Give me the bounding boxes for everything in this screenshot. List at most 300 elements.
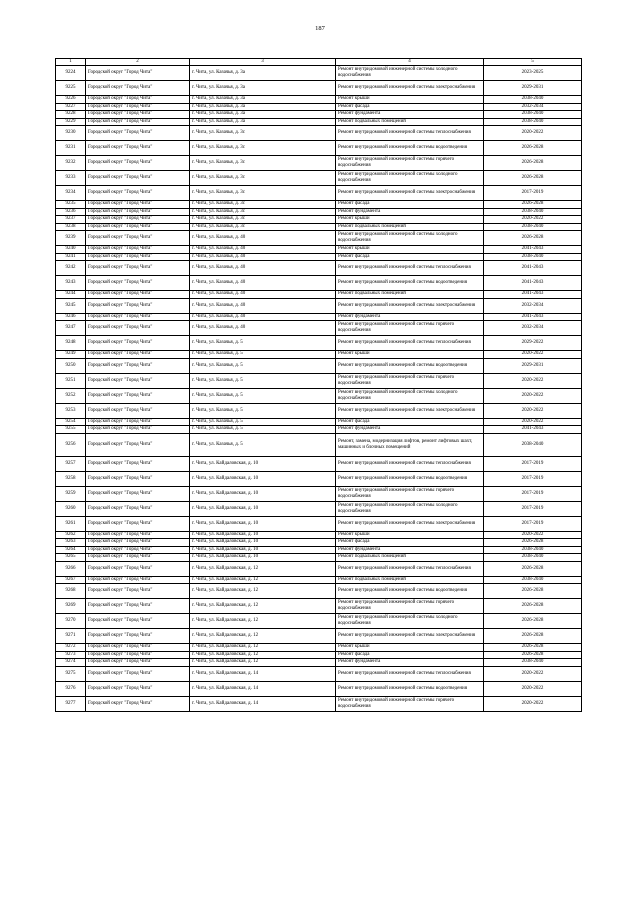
municipality-cell: Городской округ "Город Чита" [86,81,190,96]
work-type-cell: Ремонт, замена, модернизация лифтов, ремонт лифтовых шахт, машинных и блочных помещений [336,433,484,456]
address-cell: г. Чита, ул. Кайдаловская, д. 14 [190,696,336,711]
period-cell: 2026-2028 [484,651,582,659]
address-cell: г. Чита, ул. Кайдаловская, д. 14 [190,681,336,696]
row-number-cell: 9242 [56,261,86,276]
period-cell: 2023-2025 [484,66,582,81]
row-number-cell: 9246 [56,313,86,321]
row-number-cell: 9231 [56,141,86,156]
period-cell: 2017-2019 [484,486,582,501]
municipality-cell: Городской округ "Город Чита" [86,313,190,321]
period-cell: 2032-2034 [484,321,582,336]
period-cell: 2038-2040 [484,659,582,667]
address-cell: г. Чита, ул. Кайдаловская, д. 12 [190,614,336,629]
period-cell: 2038-2040 [484,253,582,261]
address-cell: г. Чита, ул. Кайдаловская, д. 12 [190,584,336,599]
municipality-cell: Городской округ "Город Чита" [86,201,190,209]
municipality-cell: Городской округ "Город Чита" [86,118,190,126]
municipality-cell: Городской округ "Город Чита" [86,231,190,246]
table-row [56,231,582,246]
address-cell: г. Чита, ул. Кайдаловская, д. 12 [190,561,336,576]
period-cell: 2020-2022 [484,351,582,359]
row-number-cell: 9249 [56,351,86,359]
period-cell: 2017-2019 [484,516,582,531]
row-number-cell: 9273 [56,651,86,659]
period-cell: 2038-2040 [484,546,582,554]
period-cell: 2020-2022 [484,126,582,141]
work-type-cell: Ремонт внутридомовой инженерной системы горячего водоснабжения [336,486,484,501]
municipality-cell: Городской округ "Город Чита" [86,599,190,614]
work-type-cell: Ремонт фасада [336,539,484,547]
address-cell: г. Чита, ул. Кайдаловская, д. 10 [190,539,336,547]
municipality-cell: Городской округ "Город Чита" [86,644,190,652]
row-number-cell: 9272 [56,644,86,652]
row-number-cell: 9230 [56,126,86,141]
period-cell: 2026-2028 [484,141,582,156]
work-type-cell: Ремонт внутридомовой инженерной системы холодного водоснабжения [336,614,484,629]
address-cell: г. Чита, ул. Казачья, д. 3а [190,66,336,81]
row-number-cell: 9238 [56,223,86,231]
row-number-cell: 9261 [56,516,86,531]
address-cell: г. Чита, ул. Кайдаловская, д. 12 [190,644,336,652]
work-type-cell: Ремонт фундамента [336,659,484,667]
row-number-cell: 9269 [56,599,86,614]
address-cell: г. Чита, ул. Кайдаловская, д. 12 [190,576,336,584]
row-number-cell: 9251 [56,373,86,388]
table-row [56,456,582,471]
address-cell: г. Чита, ул. Кайдаловская, д. 12 [190,659,336,667]
row-number-cell: 9236 [56,208,86,216]
period-cell: 2038-2040 [484,111,582,119]
municipality-cell: Городской округ "Город Чита" [86,486,190,501]
municipality-cell: Городской округ "Город Чита" [86,546,190,554]
row-number-cell: 9255 [56,426,86,434]
work-type-cell: Ремонт фасада [336,651,484,659]
work-type-cell: Ремонт крыши [336,246,484,254]
municipality-cell: Городской округ "Город Чита" [86,351,190,359]
municipality-cell: Городской округ "Город Чита" [86,66,190,81]
address-cell: г. Чита, ул. Казачья, д. 3а [190,81,336,96]
period-cell: 2041-2043 [484,291,582,299]
table-row [56,696,582,711]
row-number-cell: 9256 [56,433,86,456]
page-number: 187 [315,25,325,32]
work-type-cell: Ремонт внутридомовой инженерной системы водоотведения [336,681,484,696]
period-cell: 2026-2028 [484,231,582,246]
work-type-cell: Ремонт внутридомовой инженерной системы водоотведения [336,276,484,291]
row-number-cell: 9227 [56,103,86,111]
work-type-cell: Ремонт внутридомовой инженерной системы электроснабжения [336,629,484,644]
row-number-cell: 9252 [56,388,86,403]
work-type-cell: Ремонт внутридомовой инженерной системы электроснабжения [336,298,484,313]
municipality-cell: Городской округ "Город Чита" [86,554,190,562]
work-type-cell: Ремонт внутридомовой инженерной системы теплоснабжения [336,261,484,276]
row-number-cell: 9224 [56,66,86,81]
work-type-cell: Ремонт крыши [336,216,484,224]
table-row [56,171,582,186]
address-cell: г. Чита, ул. Казачья, д. 3с [190,208,336,216]
period-cell: 2026-2028 [484,644,582,652]
municipality-cell: Городской округ "Город Чита" [86,539,190,547]
table-row [56,644,582,652]
address-cell: г. Чита, ул. Казачья, д. 5 [190,426,336,434]
table-row [56,358,582,373]
work-type-cell: Ремонт подвальных помещений [336,576,484,584]
work-type-cell: Ремонт внутридомовой инженерной системы холодного водоснабжения [336,231,484,246]
period-cell: 2026-2028 [484,599,582,614]
period-cell: 2029-2031 [484,81,582,96]
table-row [56,486,582,501]
row-number-cell: 9274 [56,659,86,667]
work-type-cell: Ремонт внутридомовой инженерной системы теплоснабжения [336,126,484,141]
work-type-cell: Ремонт фундамента [336,313,484,321]
period-cell: 2017-2019 [484,471,582,486]
address-cell: г. Чита, ул. Кайдаловская, д. 10 [190,554,336,562]
work-type-cell: Ремонт внутридомовой инженерной системы электроснабжения [336,403,484,418]
period-cell: 2038-2040 [484,118,582,126]
row-number-cell: 9267 [56,576,86,584]
address-cell: г. Чита, ул. Казачья, д. 40 [190,291,336,299]
table-row [56,291,582,299]
row-number-cell: 9250 [56,358,86,373]
row-number-cell: 9259 [56,486,86,501]
address-cell: г. Чита, ул. Кайдаловская, д. 10 [190,501,336,516]
period-cell: 2020-2022 [484,403,582,418]
municipality-cell: Городской округ "Город Чита" [86,681,190,696]
table-row [56,666,582,681]
column-header: 3 [190,59,336,66]
table-row [56,186,582,201]
table-row [56,253,582,261]
row-number-cell: 9264 [56,546,86,554]
municipality-cell: Городской округ "Город Чита" [86,186,190,201]
address-cell: г. Чита, ул. Казачья, д. 40 [190,231,336,246]
work-type-cell: Ремонт внутридомовой инженерной системы холодного водоснабжения [336,501,484,516]
row-number-cell: 9258 [56,471,86,486]
row-number-cell: 9228 [56,111,86,119]
period-cell: 2032-2034 [484,103,582,111]
address-cell: г. Чита, ул. Казачья, д. 40 [190,246,336,254]
work-type-cell: Ремонт крыши [336,96,484,104]
address-cell: г. Чита, ул. Казачья, д. 40 [190,313,336,321]
row-number-cell: 9247 [56,321,86,336]
municipality-cell: Городской округ "Город Чита" [86,171,190,186]
period-cell: 2038-2040 [484,96,582,104]
work-type-cell: Ремонт внутридомовой инженерной системы горячего водоснабжения [336,373,484,388]
period-cell: 2020-2022 [484,373,582,388]
table-row [56,651,582,659]
work-type-cell: Ремонт внутридомовой инженерной системы водоотведения [336,141,484,156]
row-number-cell: 9225 [56,81,86,96]
municipality-cell: Городской округ "Город Чита" [86,696,190,711]
work-type-cell: Ремонт внутридомовой инженерной системы холодного водоснабжения [336,66,484,81]
period-cell: 2032-2034 [484,298,582,313]
work-type-cell: Ремонт подвальных помещений [336,554,484,562]
municipality-cell: Городской округ "Город Чита" [86,358,190,373]
municipality-cell: Городской округ "Город Чита" [86,208,190,216]
row-number-cell: 9265 [56,554,86,562]
table-row [56,681,582,696]
table-row [56,276,582,291]
municipality-cell: Городской округ "Город Чита" [86,156,190,171]
table-row [56,426,582,434]
address-cell: г. Чита, ул. Казачья, д. 3а [190,118,336,126]
period-cell: 2038-2040 [484,208,582,216]
period-cell: 2020-2022 [484,681,582,696]
work-type-cell: Ремонт фасада [336,253,484,261]
municipality-cell: Городской округ "Город Чита" [86,418,190,426]
address-cell: г. Чита, ул. Кайдаловская, д. 10 [190,546,336,554]
table-row [56,471,582,486]
work-type-cell: Ремонт подвальных помещений [336,223,484,231]
table-row [56,111,582,119]
work-type-cell: Ремонт фасада [336,103,484,111]
row-number-cell: 9270 [56,614,86,629]
period-cell: 2038-2040 [484,223,582,231]
table-body [56,66,582,712]
table-row [56,321,582,336]
table-row [56,576,582,584]
municipality-cell: Городской округ "Город Чита" [86,576,190,584]
address-cell: г. Чита, ул. Казачья, д. 5 [190,336,336,351]
address-cell: г. Чита, ул. Кайдаловская, д. 12 [190,651,336,659]
municipality-cell: Городской округ "Город Чита" [86,501,190,516]
column-header: 4 [336,59,484,66]
address-cell: г. Чита, ул. Казачья, д. 3а [190,96,336,104]
period-cell: 2029-2022 [484,336,582,351]
municipality-cell: Городской округ "Город Чита" [86,456,190,471]
row-number-cell: 9276 [56,681,86,696]
work-type-cell: Ремонт внутридомовой инженерной системы электроснабжения [336,186,484,201]
work-type-cell: Ремонт подвальных помещений [336,118,484,126]
work-type-cell: Ремонт фундамента [336,546,484,554]
table-row [56,501,582,516]
period-cell: 2026-2028 [484,614,582,629]
table-row [56,118,582,126]
municipality-cell: Городской округ "Город Чита" [86,666,190,681]
period-cell: 2041-2043 [484,276,582,291]
address-cell: г. Чита, ул. Кайдаловская, д. 12 [190,629,336,644]
period-cell: 2020-2022 [484,696,582,711]
period-cell: 2038-2040 [484,576,582,584]
work-type-cell: Ремонт подвальных помещений [336,291,484,299]
period-cell: 2029-2031 [484,358,582,373]
table-row [56,433,582,456]
municipality-cell: Городской округ "Город Чита" [86,629,190,644]
work-type-cell: Ремонт внутридомовой инженерной системы теплоснабжения [336,561,484,576]
period-cell: 2020-2022 [484,531,582,539]
period-cell: 2020-2022 [484,666,582,681]
period-cell: 2026-2028 [484,171,582,186]
period-cell: 2026-2028 [484,539,582,547]
table-row [56,313,582,321]
address-cell: г. Чита, ул. Кайдаловская, д. 14 [190,666,336,681]
row-number-cell: 9226 [56,96,86,104]
address-cell: г. Чита, ул. Казачья, д. 3с [190,156,336,171]
address-cell: г. Чита, ул. Казачья, д. 40 [190,321,336,336]
table-row [56,531,582,539]
row-number-cell: 9245 [56,298,86,313]
address-cell: г. Чита, ул. Казачья, д. 5 [190,403,336,418]
municipality-cell: Городской округ "Город Чита" [86,96,190,104]
table-row [56,156,582,171]
address-cell: г. Чита, ул. Кайдаловская, д. 12 [190,599,336,614]
row-number-cell: 9235 [56,201,86,209]
period-cell: 2020-2022 [484,418,582,426]
address-cell: г. Чита, ул. Кайдаловская, д. 10 [190,531,336,539]
municipality-cell: Городской округ "Город Чита" [86,388,190,403]
period-cell: 2041-2043 [484,261,582,276]
row-number-cell: 9240 [56,246,86,254]
address-cell: г. Чита, ул. Казачья, д. 40 [190,298,336,313]
address-cell: г. Чита, ул. Казачья, д. 5 [190,358,336,373]
work-type-cell: Ремонт фасада [336,418,484,426]
municipality-cell: Городской округ "Город Чита" [86,471,190,486]
row-number-cell: 9233 [56,171,86,186]
municipality-cell: Городской округ "Город Чита" [86,403,190,418]
municipality-cell: Городской округ "Город Чита" [86,561,190,576]
address-cell: г. Чита, ул. Кайдаловская, д. 10 [190,456,336,471]
row-number-cell: 9229 [56,118,86,126]
row-number-cell: 9237 [56,216,86,224]
row-number-cell: 9275 [56,666,86,681]
work-type-cell: Ремонт крыши [336,644,484,652]
work-type-cell: Ремонт внутридомовой инженерной системы горячего водоснабжения [336,321,484,336]
period-cell: 2026-2028 [484,156,582,171]
repair-schedule-table [55,58,582,712]
table-row [56,298,582,313]
municipality-cell: Городской округ "Город Чита" [86,373,190,388]
row-number-cell: 9232 [56,156,86,171]
table-row [56,208,582,216]
municipality-cell: Городской округ "Город Чита" [86,216,190,224]
table-row [56,96,582,104]
municipality-cell: Городской округ "Город Чита" [86,321,190,336]
table-row [56,351,582,359]
table-row [56,141,582,156]
table-row [56,599,582,614]
column-number-row [56,59,582,66]
period-cell: 2041-2043 [484,313,582,321]
address-cell: г. Чита, ул. Казачья, д. 3с [190,216,336,224]
table-row [56,629,582,644]
table-row [56,81,582,96]
address-cell: г. Чита, ул. Казачья, д. 3с [190,201,336,209]
work-type-cell: Ремонт внутридомовой инженерной системы холодного водоснабжения [336,388,484,403]
row-number-cell: 9248 [56,336,86,351]
row-number-cell: 9241 [56,253,86,261]
period-cell: 2026-2028 [484,584,582,599]
table-row [56,223,582,231]
row-number-cell: 9268 [56,584,86,599]
table-row [56,246,582,254]
address-cell: г. Чита, ул. Казачья, д. 5 [190,418,336,426]
period-cell: 2041-2043 [484,426,582,434]
period-cell: 2026-2028 [484,201,582,209]
municipality-cell: Городской округ "Город Чита" [86,531,190,539]
row-number-cell: 9262 [56,531,86,539]
row-number-cell: 9253 [56,403,86,418]
address-cell: г. Чита, ул. Казачья, д. 5 [190,351,336,359]
table-row [56,373,582,388]
work-type-cell: Ремонт внутридомовой инженерной системы горячего водоснабжения [336,599,484,614]
address-cell: г. Чита, ул. Кайдаловская, д. 10 [190,486,336,501]
work-type-cell: Ремонт внутридомовой инженерной системы горячего водоснабжения [336,696,484,711]
address-cell: г. Чита, ул. Казачья, д. 40 [190,253,336,261]
table-row [56,584,582,599]
row-number-cell: 9239 [56,231,86,246]
address-cell: г. Чита, ул. Казачья, д. 3с [190,171,336,186]
work-type-cell: Ремонт фундамента [336,426,484,434]
period-cell: 2020-2022 [484,388,582,403]
period-cell: 2020-2022 [484,216,582,224]
municipality-cell: Городской округ "Город Чита" [86,126,190,141]
table-row [56,561,582,576]
period-cell: 2041-2043 [484,246,582,254]
work-type-cell: Ремонт внутридомовой инженерной системы водоотведения [336,358,484,373]
municipality-cell: Городской округ "Город Чита" [86,253,190,261]
work-type-cell: Ремонт внутридомовой инженерной системы горячего водоснабжения [336,156,484,171]
address-cell: г. Чита, ул. Казачья, д. 3с [190,126,336,141]
work-type-cell: Ремонт внутридомовой инженерной системы электроснабжения [336,516,484,531]
work-type-cell: Ремонт внутридомовой инженерной системы теплоснабжения [336,336,484,351]
table-row [56,336,582,351]
work-type-cell: Ремонт фундамента [336,111,484,119]
address-cell: г. Чита, ул. Казачья, д. 5 [190,433,336,456]
municipality-cell: Городской округ "Город Чита" [86,103,190,111]
period-cell: 2026-2028 [484,629,582,644]
table-row [56,66,582,81]
address-cell: г. Чита, ул. Казачья, д. 3с [190,223,336,231]
row-number-cell: 9271 [56,629,86,644]
address-cell: г. Чита, ул. Казачья, д. 40 [190,276,336,291]
table-row [56,539,582,547]
column-header: 2 [86,59,190,66]
work-type-cell: Ремонт фасада [336,201,484,209]
period-cell: 2017-2019 [484,501,582,516]
address-cell: г. Чита, ул. Казачья, д. 3с [190,141,336,156]
work-type-cell: Ремонт внутридомовой инженерной системы водоотведения [336,471,484,486]
period-cell: 2038-2040 [484,554,582,562]
table-row [56,403,582,418]
work-type-cell: Ремонт внутридомовой инженерной системы холодного водоснабжения [336,171,484,186]
address-cell: г. Чита, ул. Казачья, д. 3а [190,103,336,111]
address-cell: г. Чита, ул. Казачья, д. 5 [190,373,336,388]
work-type-cell: Ремонт внутридомовой инженерной системы теплоснабжения [336,456,484,471]
municipality-cell: Городской округ "Город Чита" [86,614,190,629]
table-row [56,103,582,111]
table-row [56,614,582,629]
municipality-cell: Городской округ "Город Чита" [86,584,190,599]
table-row [56,216,582,224]
work-type-cell: Ремонт внутридомовой инженерной системы теплоснабжения [336,666,484,681]
row-number-cell: 9234 [56,186,86,201]
table-row [56,516,582,531]
work-type-cell: Ремонт крыши [336,531,484,539]
table-row [56,261,582,276]
municipality-cell: Городской округ "Город Чита" [86,336,190,351]
column-header: 1 [56,59,86,66]
municipality-cell: Городской округ "Город Чита" [86,651,190,659]
address-cell: г. Чита, ул. Казачья, д. 3а [190,111,336,119]
row-number-cell: 9254 [56,418,86,426]
address-cell: г. Чита, ул. Казачья, д. 3с [190,186,336,201]
municipality-cell: Городской округ "Город Чита" [86,516,190,531]
municipality-cell: Городской округ "Город Чита" [86,246,190,254]
municipality-cell: Городской округ "Город Чита" [86,659,190,667]
row-number-cell: 9266 [56,561,86,576]
table-row [56,554,582,562]
municipality-cell: Городской округ "Город Чита" [86,298,190,313]
